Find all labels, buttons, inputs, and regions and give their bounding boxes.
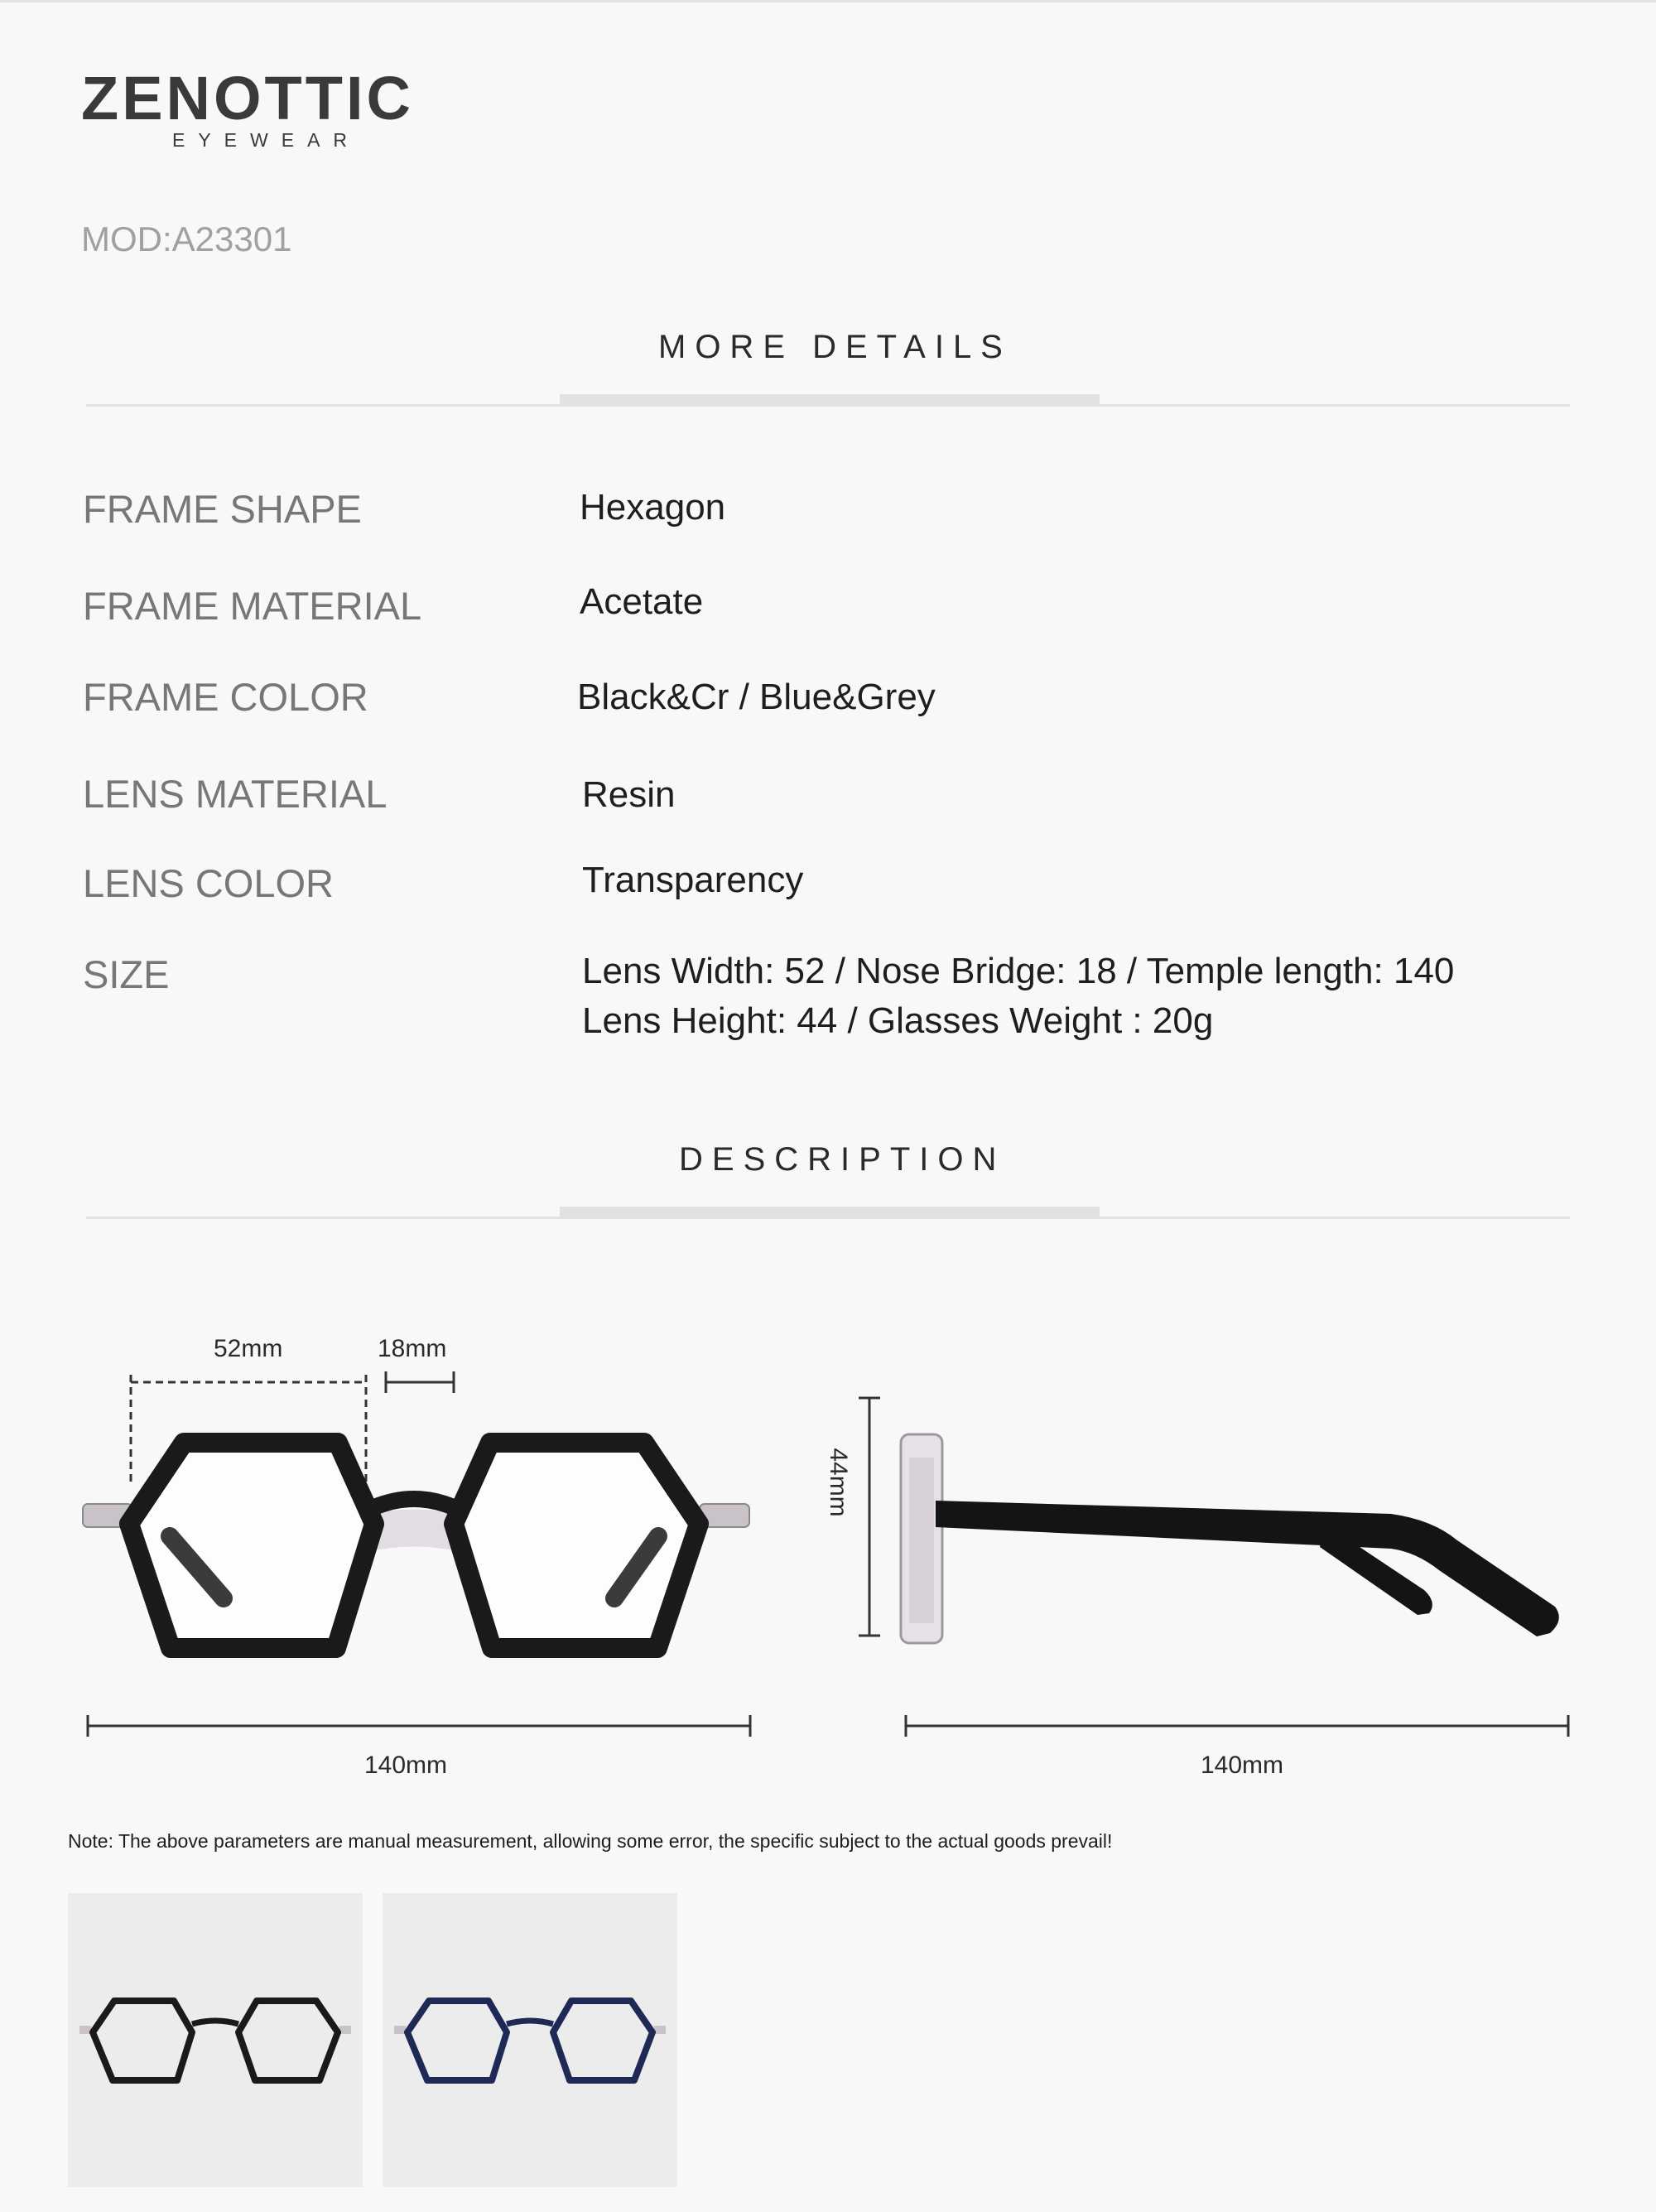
spec-label-frame-shape: FRAME SHAPE xyxy=(83,487,362,531)
brand-subtitle: EYEWEAR xyxy=(172,129,361,151)
spec-value-frame-shape: Hexagon xyxy=(580,487,726,528)
lens-height-label: 44mm xyxy=(825,1448,852,1517)
spec-value-lens-material: Resin xyxy=(582,774,676,815)
thumb-glasses-black-icon xyxy=(68,1893,363,2187)
measurement-note: Note: The above parameters are manual measurement, allowing some error, the specific subject to the actual goods prevail! xyxy=(68,1830,1113,1852)
thumb-glasses-blue-icon xyxy=(383,1893,677,2187)
spec-label-frame-material: FRAME MATERIAL xyxy=(83,584,422,628)
model-number: MOD:A23301 xyxy=(81,219,292,258)
color-thumbnail-black[interactable] xyxy=(68,1893,363,2187)
spec-label-lens-color: LENS COLOR xyxy=(83,861,334,905)
size-line-2: Lens Height: 44 / Glasses Weight : 20g xyxy=(582,1000,1214,1041)
more-details-title: MORE DETAILS xyxy=(658,329,1012,365)
lens-width-label: 52mm xyxy=(214,1335,283,1362)
brand-logo: ZENOTTIC xyxy=(81,64,414,133)
spec-label-frame-color: FRAME COLOR xyxy=(83,675,368,719)
spec-value-frame-color: Black&Cr / Blue&Grey xyxy=(577,677,936,717)
color-thumbnail-blue[interactable] xyxy=(383,1893,677,2187)
size-line-1: Lens Width: 52 / Nose Bridge: 18 / Temple length: 140 xyxy=(582,951,1455,991)
spec-value-frame-material: Acetate xyxy=(580,581,704,622)
temple-total-label: 140mm xyxy=(1201,1752,1284,1779)
spec-label-size: SIZE xyxy=(83,952,170,996)
spec-value-lens-color: Transparency xyxy=(582,860,804,900)
front-total-label: 140mm xyxy=(364,1752,448,1779)
bridge-width-label: 18mm xyxy=(378,1335,447,1362)
description-title: DESCRIPTION xyxy=(679,1141,1006,1178)
spec-label-lens-material: LENS MATERIAL xyxy=(83,772,388,816)
